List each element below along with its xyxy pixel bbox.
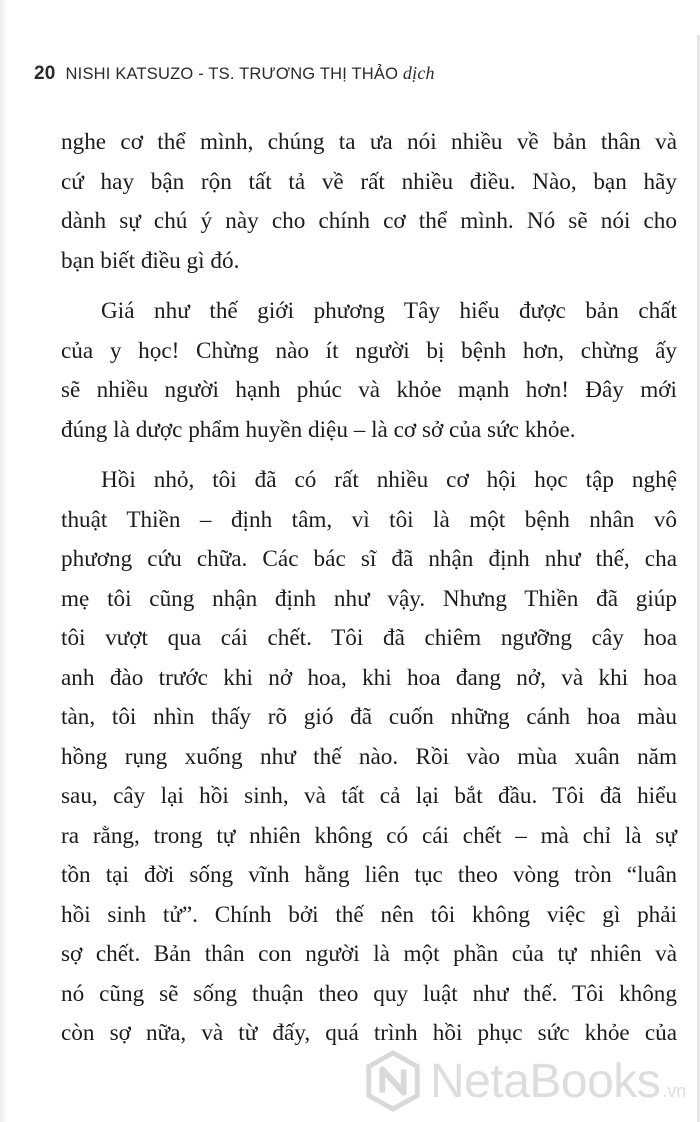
- text-line: còn sợ nữa, và từ đấy, quá trình hồi phục sức khỏe của: [61, 1020, 677, 1046]
- text-line: tàn, tôi nhìn thấy rõ gió đã cuốn những cánh hoa màu: [61, 704, 677, 730]
- text-line: hồi sinh tử”. Chính bởi thế nên tôi không việc gì phải: [61, 901, 677, 928]
- running-title: NISHI KATSUZO - TS. TRƯƠNG THỊ THẢO: [65, 65, 399, 83]
- netabooks-watermark: [362, 1046, 692, 1116]
- text-line: sau, cây lại hồi sinh, và tất cả lại bắt đầu. Tôi đã hiểu: [61, 783, 677, 809]
- text-line: Hồi nhỏ, tôi đã có rất nhiều cơ hội học tập nghệ: [101, 467, 677, 493]
- text-line: phương cứu chữa. Các bác sĩ đã nhận định như thế, cha: [61, 546, 677, 572]
- translator-role: dịch: [402, 63, 435, 83]
- text-line: thuật Thiền – định tâm, vì tôi là một bệnh nhân vô: [61, 506, 677, 533]
- text-line: Giá như thế giới phương Tây hiểu được bản chất: [101, 298, 677, 324]
- text-line: sẽ nhiều người hạnh phúc và khỏe mạnh hơn! Đây mới: [61, 377, 677, 403]
- page-binding-shadow: [0, 0, 8, 1122]
- text-line: cứ hay bận rộn tất tả về rất nhiều điều. Nào, bạn hãy: [61, 168, 677, 195]
- running-header: [34, 63, 435, 85]
- text-line: bạn biết điều gì đó.: [61, 247, 240, 274]
- body-text: [61, 123, 677, 1054]
- watermark-brand: NetaBooks: [430, 1054, 661, 1108]
- text-line: nó cũng sẽ sống thuận theo quy luật như thế. Tôi không: [61, 980, 677, 1007]
- text-line: sợ chết. Bản thân con người là một phần của tự nhiên và: [61, 941, 677, 967]
- paragraph-1: [61, 123, 677, 281]
- page-number: 20: [34, 63, 56, 84]
- text-line: ra rằng, trong tự nhiên không có cái chết – mà chỉ là sự: [61, 822, 677, 849]
- text-line: mẹ tôi cũng nhận định như vậy. Nhưng Thiền đã giúp: [61, 585, 677, 612]
- text-line: đúng là dược phẩm huyền diệu – là cơ sở của sức khỏe.: [61, 416, 576, 443]
- text-line: tôi vượt qua cái chết. Tôi đã chiêm ngưỡng cây hoa: [61, 625, 677, 651]
- text-line: anh đào trước khi nở hoa, khi hoa đang nở, và khi hoa: [61, 664, 677, 691]
- text-line: của y học! Chừng nào ít người bị bệnh hơn, chừng ấy: [61, 337, 677, 364]
- paragraph-2: [61, 292, 677, 450]
- netabooks-n-logo-icon: [362, 1050, 424, 1112]
- text-line: tồn tại đời sống vĩnh hằng liên tục theo vòng tròn “luân: [61, 862, 677, 888]
- text-line: dành sự chú ý này cho chính cơ thể mình. Nó sẽ nói cho: [61, 208, 677, 234]
- text-line: hồng rụng xuống như thế nào. Rồi vào mùa xuân năm: [61, 743, 677, 770]
- watermark-suffix: .vn: [662, 1081, 687, 1101]
- text-line: nghe cơ thể mình, chúng ta ưa nói nhiều về bản thân và: [61, 129, 677, 155]
- paragraph-3: [61, 461, 677, 1054]
